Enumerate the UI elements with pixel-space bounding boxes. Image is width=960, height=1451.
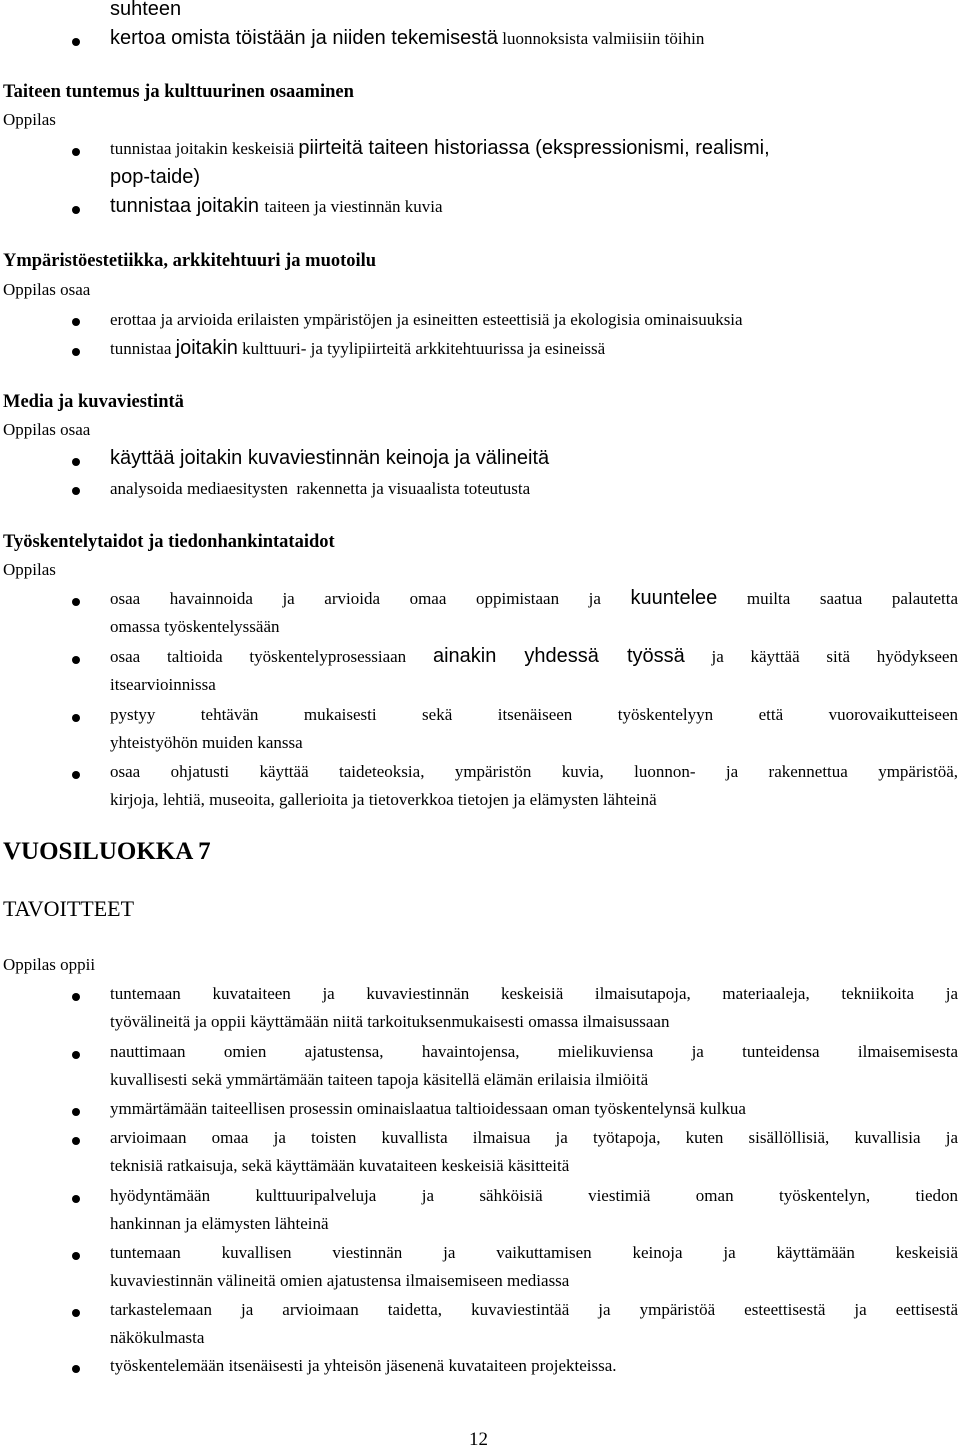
bullet-line: [110, 705, 958, 725]
bullet-text: käyttää joitakin kuvaviestinnän keinoja ja välineitä: [110, 447, 550, 469]
bullet-text-serif: tarkastelemaan ja arvioimaan taidetta, kuvaviestintää ja ympäristöä esteettisestä ja eettisestä: [110, 1300, 958, 1319]
continued-text: suhteen: [110, 0, 182, 20]
goals-heading: TAVOITTEET: [3, 896, 135, 921]
bullet-line: [110, 587, 958, 610]
page-number: 12: [469, 1429, 488, 1450]
bullet-text-serif: taiteen ja viestinnän kuvia: [264, 197, 443, 216]
bullet-text-continued: ymmärtämään taiteellisen prosessin ominaislaatua taltioidessaan oman työskentelynsä kulkua: [110, 1099, 746, 1118]
bullet-text-serif: kulttuuri- ja tyylipiirteitä arkkitehtuurissa ja esineissä: [237, 339, 606, 358]
bullet-text-continued: pop-taide): [110, 166, 201, 188]
bullet-icon: [72, 487, 80, 495]
bullet-text-serif: osaa taltioida työskentelyprosessiaan: [110, 647, 433, 666]
bullet-text-continued: kuvallisesti sekä ymmärtämään taiteen tapoja käsitellä elämän erilaisia ilmiöitä: [110, 1070, 649, 1089]
bullet-text-serif: tunnistaa: [110, 339, 176, 358]
bullet-text-sans: ainakin yhdessä työssä: [432, 645, 685, 667]
bullet-text-serif: hyödyntämään kulttuuripalveluja ja sähköisiä viestimiä oman työskentelyn, tiedon: [110, 1186, 958, 1205]
section-heading: Taiteen tuntemus ja kulttuurinen osaaminen: [3, 82, 354, 102]
bullet-line: [110, 984, 958, 1004]
bullet-icon: [72, 1309, 80, 1317]
bullet-text-serif: ja käyttää sitä hyödykseen: [684, 647, 958, 666]
bullet-text-sans: piirteitä taiteen historiassa (ekspressionismi, realismi,: [298, 137, 770, 159]
bullet-text: erottaa ja arvioida erilaisten ympäristöjen ja esineitten esteettisiä ja ekologisia ominaisuuksia: [110, 310, 743, 329]
bullet-text-continued: työskentelemään itsenäisesti ja yhteisön jäsenenä kuvataiteen projekteissa.: [110, 1356, 617, 1375]
bullet-icon: [72, 348, 80, 356]
bullet-text-continued: työvälineitä ja oppii käyttämään niitä tarkoituksenmukaisesti omassa ilmaisussaan: [110, 1012, 670, 1031]
section-subheading: Oppilas: [3, 110, 56, 129]
bullet-icon: [72, 1365, 80, 1373]
bullet-text-continued: kirjoja, lehtiä, museoita, gallerioita ja tietoverkkoa tietojen ja elämysten lähteinä: [110, 790, 657, 809]
bullet-line: [110, 1300, 958, 1320]
bullet-line: [110, 645, 958, 668]
bullet-icon: [72, 206, 80, 214]
bullet-icon: [72, 714, 80, 722]
bullet-text-serif: nauttimaan omien ajatustensa, havaintojensa, mielikuviensa ja tunteidensa ilmaisemisesta: [110, 1042, 958, 1061]
bullet-line: [110, 1128, 958, 1148]
bullet-text: analysoida mediaesitysten rakennetta ja visuaalista toteutusta: [110, 479, 531, 498]
bullet-text-sans: joitakin: [175, 337, 238, 359]
bullet-icon: [72, 1195, 80, 1203]
bullet-icon: [72, 38, 80, 46]
bullet-text-serif: tuntemaan kuvataiteen ja kuvaviestinnän keskeisiä ilmaisutapoja, materiaaleja, tekniikoita ja: [110, 984, 958, 1003]
bullet-text-serif: osaa ohjatusti käyttää taideteoksia, ympäristön kuvia, luonnon- ja rakennettua ympäristöä,: [110, 762, 958, 781]
section-subheading: Oppilas oppii: [3, 955, 96, 974]
bullet-item: [110, 337, 605, 360]
bullet-item: [110, 27, 704, 50]
bullet-text-continued: omassa työskentelyssään: [110, 617, 280, 636]
bullet-item: [110, 137, 770, 160]
bullet-line: [110, 1042, 958, 1062]
bullet-icon: [72, 1252, 80, 1260]
bullet-text-sans: kuuntelee: [630, 587, 718, 609]
bullet-text-continued: näkökulmasta: [110, 1328, 205, 1347]
bullet-icon: [72, 656, 80, 664]
section-heading: Ympäristöestetiikka, arkkitehtuuri ja muotoilu: [3, 251, 377, 271]
bullet-text-serif: tunnistaa joitakin keskeisiä: [110, 139, 299, 158]
section-subheading: Oppilas osaa: [3, 420, 91, 439]
bullet-text-continued: itsearvioinnissa: [110, 675, 216, 694]
bullet-text-sans: kertoa omista töistään ja niiden tekemisestä: [110, 27, 498, 49]
bullet-icon: [72, 993, 80, 1001]
bullet-line: [110, 1243, 958, 1263]
bullet-line: [110, 762, 958, 782]
section-subheading: Oppilas osaa: [3, 280, 91, 299]
bullet-text-serif: tuntemaan kuvallisen viestinnän ja vaikuttamisen keinoja ja käyttämään keskeisiä: [110, 1243, 958, 1262]
bullet-icon: [72, 1108, 80, 1116]
bullet-icon: [72, 1051, 80, 1059]
bullet-line: [110, 1186, 958, 1206]
section-subheading: Oppilas: [3, 560, 56, 579]
bullet-text-serif: muilta saatua palautetta: [717, 589, 958, 608]
bullet-text-serif: luonnoksista valmiisiin töihin: [497, 29, 705, 48]
bullet-icon: [72, 1137, 80, 1145]
section-heading: Työskentelytaidot ja tiedonhankintataidot: [3, 532, 335, 552]
section-heading: Media ja kuvaviestintä: [3, 392, 184, 412]
bullet-item: [110, 195, 443, 218]
bullet-text-continued: yhteistyöhön muiden kanssa: [110, 733, 303, 752]
bullet-text-continued: hankinnan ja elämysten lähteinä: [110, 1214, 329, 1233]
bullet-text-serif: arvioimaan omaa ja toisten kuvallista ilmaisua ja työtapoja, kuten sisällöllisiä, kuvallisia ja: [110, 1128, 958, 1147]
bullet-icon: [72, 598, 80, 606]
bullet-icon: [72, 771, 80, 779]
grade-title: VUOSILUOKKA 7: [3, 838, 211, 865]
bullet-text-serif: osaa havainnoida ja arvioida omaa oppimistaan ja: [110, 589, 631, 608]
bullet-text-sans: tunnistaa joitakin: [110, 195, 265, 217]
bullet-icon: [72, 318, 80, 326]
bullet-icon: [72, 458, 80, 466]
bullet-icon: [72, 148, 80, 156]
bullet-text-continued: teknisiä ratkaisuja, sekä käyttämään kuvataiteen keskeisiä käsitteitä: [110, 1156, 570, 1175]
bullet-text-continued: kuvaviestinnän välineitä omien ajatustensa ilmaisemiseen mediassa: [110, 1271, 570, 1290]
bullet-text-serif: pystyy tehtävän mukaisesti sekä itsenäiseen työskentelyyn että vuorovaikutteiseen: [110, 705, 958, 724]
